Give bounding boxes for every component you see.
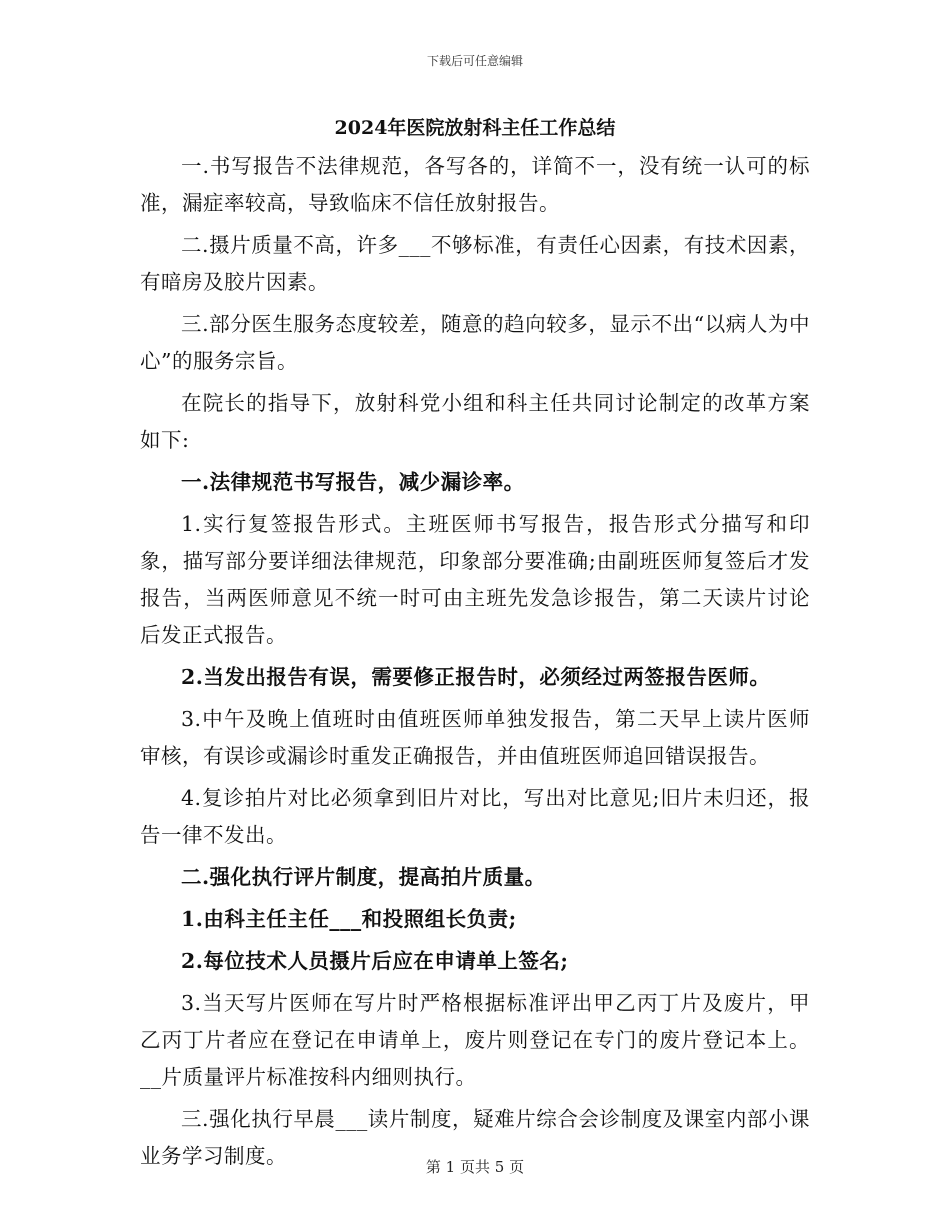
document-body [140,148,810,1180]
paragraph-11: 3.当天写片医师在写片时严格根据标准评出甲乙丙丁片及废片，甲乙丙丁片者应在登记在申请单上，废片则登记在专门的废片登记本上。__片质量评片标准按科内细则执行。 [140,991,810,1089]
paragraph-8: 4.复诊拍片对比必须拿到旧片对比，写出对比意见;旧片未归还，报告一律不发出。 [140,786,810,847]
paragraph-4: 在院长的指导下，放射科党小组和科主任共同讨论制定的改革方案如下: [140,391,810,452]
paragraph-9-bold: 1.由科主任主任___和投照组长负责; [181,907,517,931]
paragraph-1: 一.书写报告不法律规范，各写各的，详简不一，没有统一认可的标准，漏症率较高，导致临床不信任放射报告。 [140,154,810,215]
paragraph-10-bold: 2.每位技术人员摄片后应在申请单上签名; [181,949,569,973]
section-heading-2: 二.强化执行评片制度，提高拍片质量。 [181,865,546,889]
paragraph-2: 二.摄片质量不高，许多___不够标准，有责任心因素，有技术因素，有暗房及胶片因素。 [140,233,810,294]
document-title: 2024年医院放射科主任工作总结 [334,117,616,139]
section-heading-1: 一.法律规范书写报告，减少漏诊率。 [181,470,525,494]
page-number-footer: 第 1 页共 5 页 [425,1158,525,1176]
paragraph-3: 三.部分医生服务态度较差，随意的趋向较多，显示不出“以病人为中心”的服务宗旨。 [140,312,810,373]
page-header: 下载后可任意编辑 [426,54,523,68]
paragraph-5: 1.实行复签报告形式。主班医师书写报告，报告形式分描写和印象，描写部分要详细法律规范，印象部分要准确;由副班医师复签后才发报告，当两医师意见不统一时可由主班先发急诊报告，第二天读片讨论后发正式报告。 [140,512,810,647]
paragraph-7: 3.中午及晚上值班时由值班医师单独发报告，第二天早上读片医师审核，有误诊或漏诊时重发正确报告，并由值班医师追回错误报告。 [140,707,810,768]
paragraph-12: 三.强化执行早晨___读片制度，疑难片综合会诊制度及课室内部小课业务学习制度。 [140,1107,810,1168]
paragraph-6-bold: 2.当发出报告有误，需要修正报告时，必须经过两签报告医师。 [181,665,771,689]
